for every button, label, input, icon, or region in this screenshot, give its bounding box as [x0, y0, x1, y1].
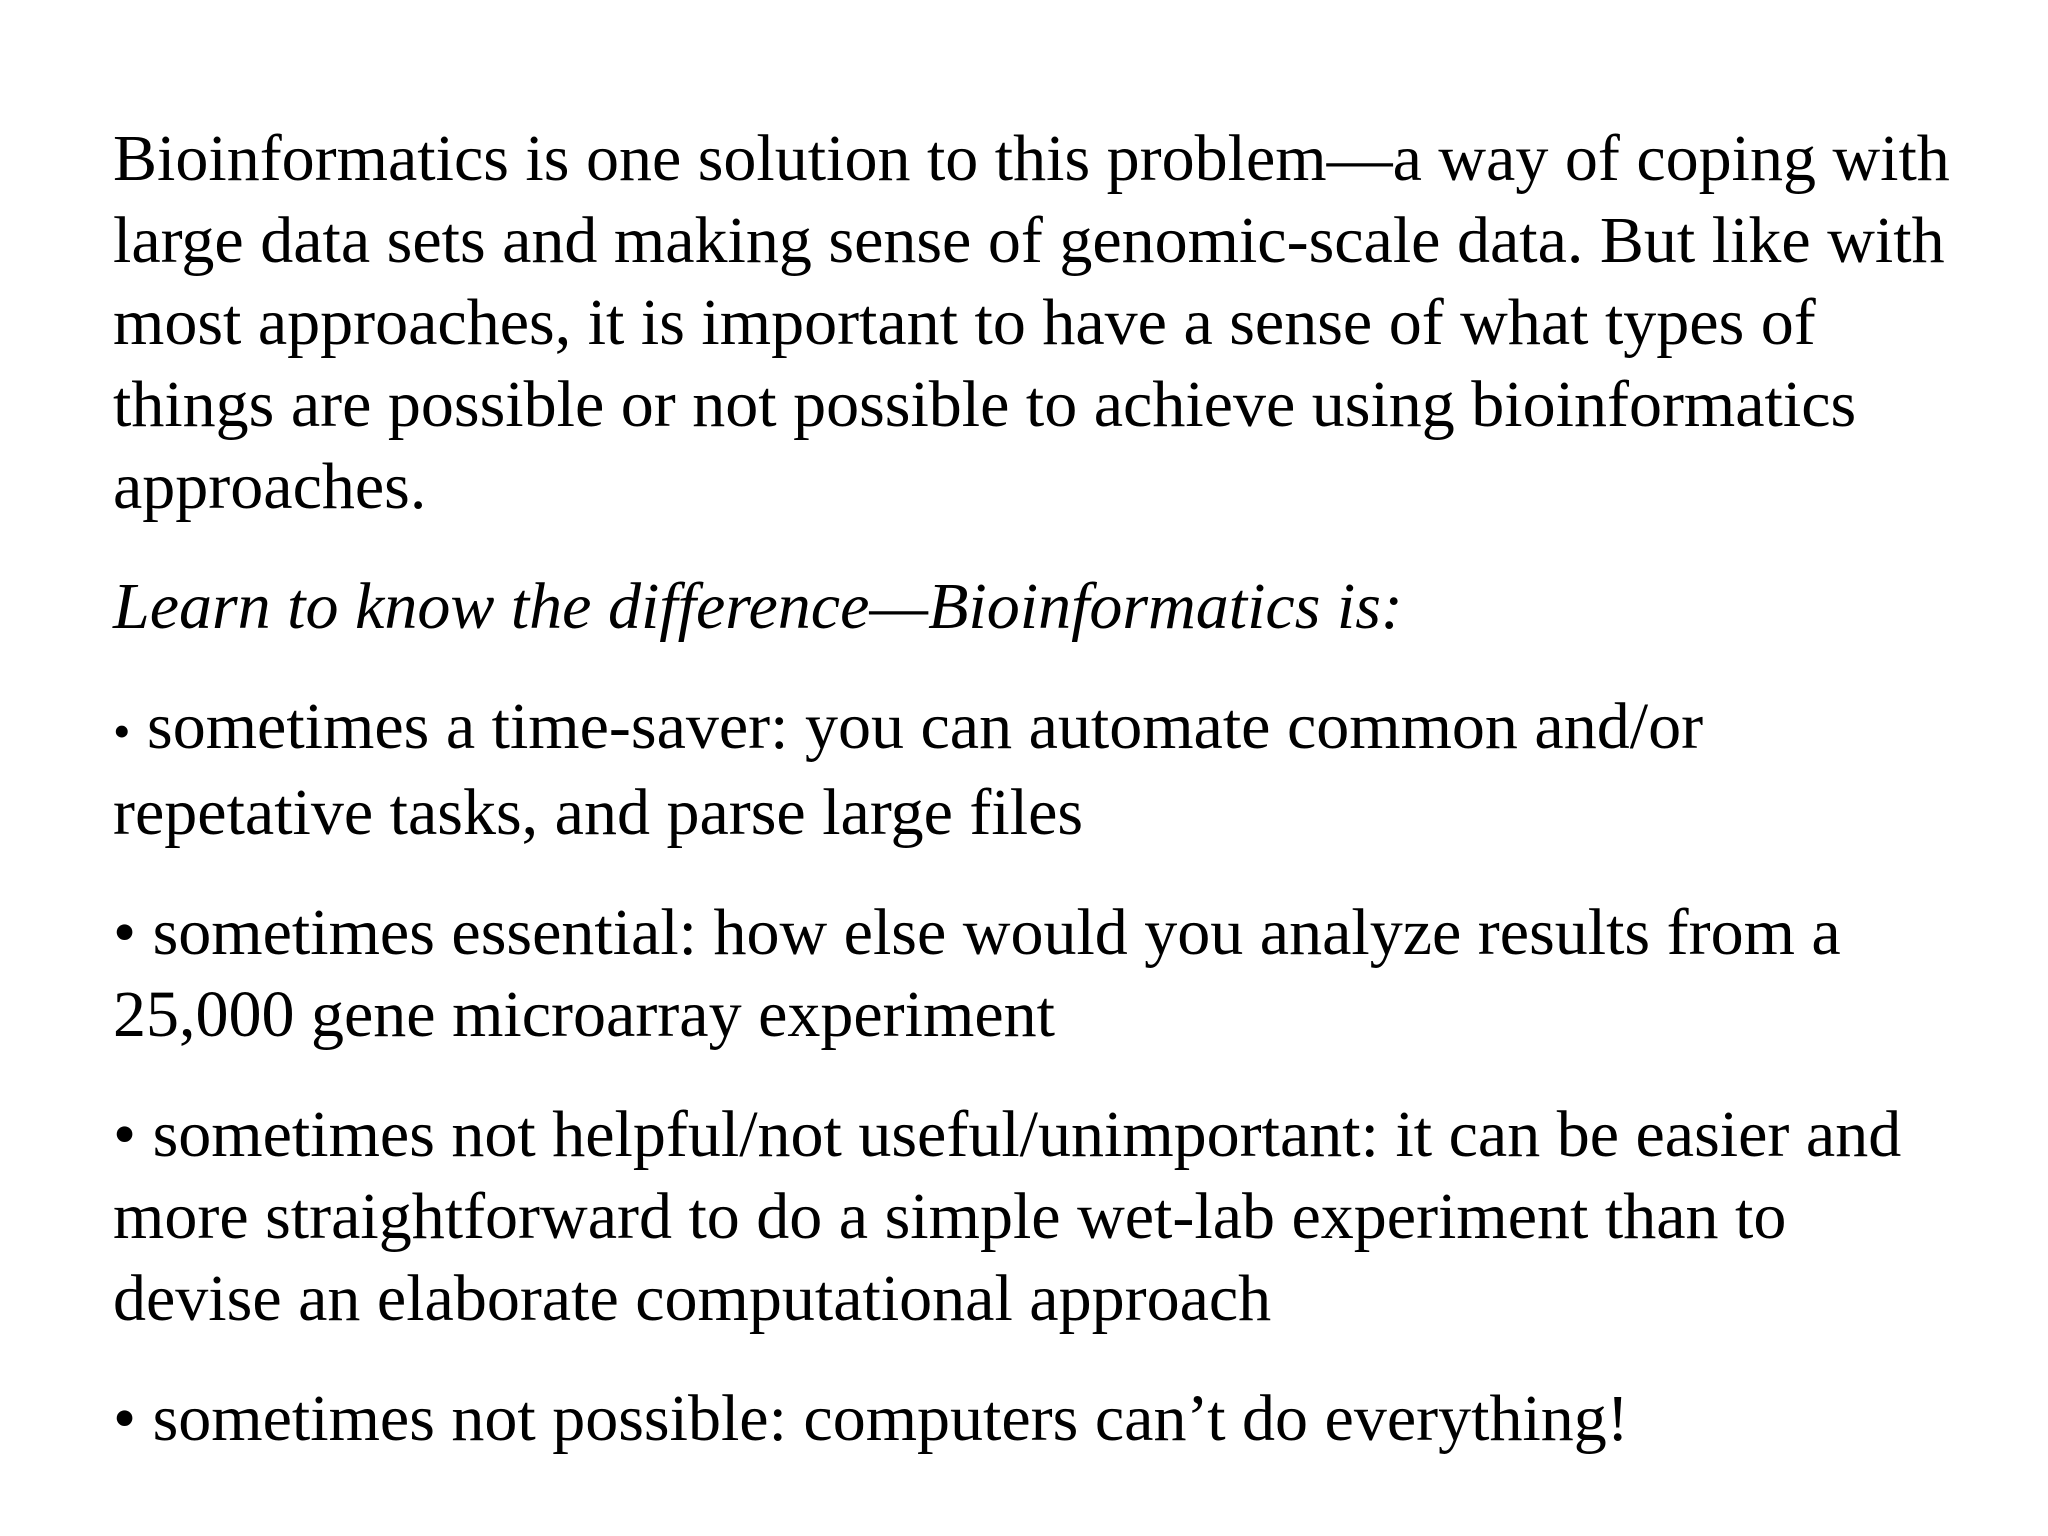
bullet-text: sometimes a time-saver: you can automate common and/or repetative tasks, and parse large files [113, 690, 1704, 849]
bullet-text: sometimes not possible: computers can’t do everything! [152, 1382, 1629, 1455]
bullet-text: sometimes essential: how else would you analyze results from a 25,000 gene microarray experiment [113, 896, 1841, 1051]
bullet-icon: • [113, 703, 131, 759]
bullet-icon: • [113, 1382, 137, 1455]
bullet-item [113, 686, 1953, 854]
bullet-icon: • [113, 896, 137, 969]
bullet-icon: • [113, 1098, 137, 1171]
bullet-item [113, 1378, 1953, 1460]
bullet-item [113, 892, 1953, 1056]
intro-paragraph: Bioinformatics is one solution to this problem—a way of coping with large data sets and making sense of genomic-scale data. But like with most approaches, it is important to have a sense of what types of things are possible or not possible to achieve using bioinformatics approaches. [113, 122, 1950, 523]
bullet-item [113, 1094, 1953, 1340]
bullet-text: sometimes not helpful/not useful/unimportant: it can be easier and more straightforward to do a simple wet-lab experiment than to devise an elaborate computational approach [113, 1098, 1902, 1335]
section-heading: Learn to know the difference—Bioinformatics is: [113, 570, 1403, 643]
